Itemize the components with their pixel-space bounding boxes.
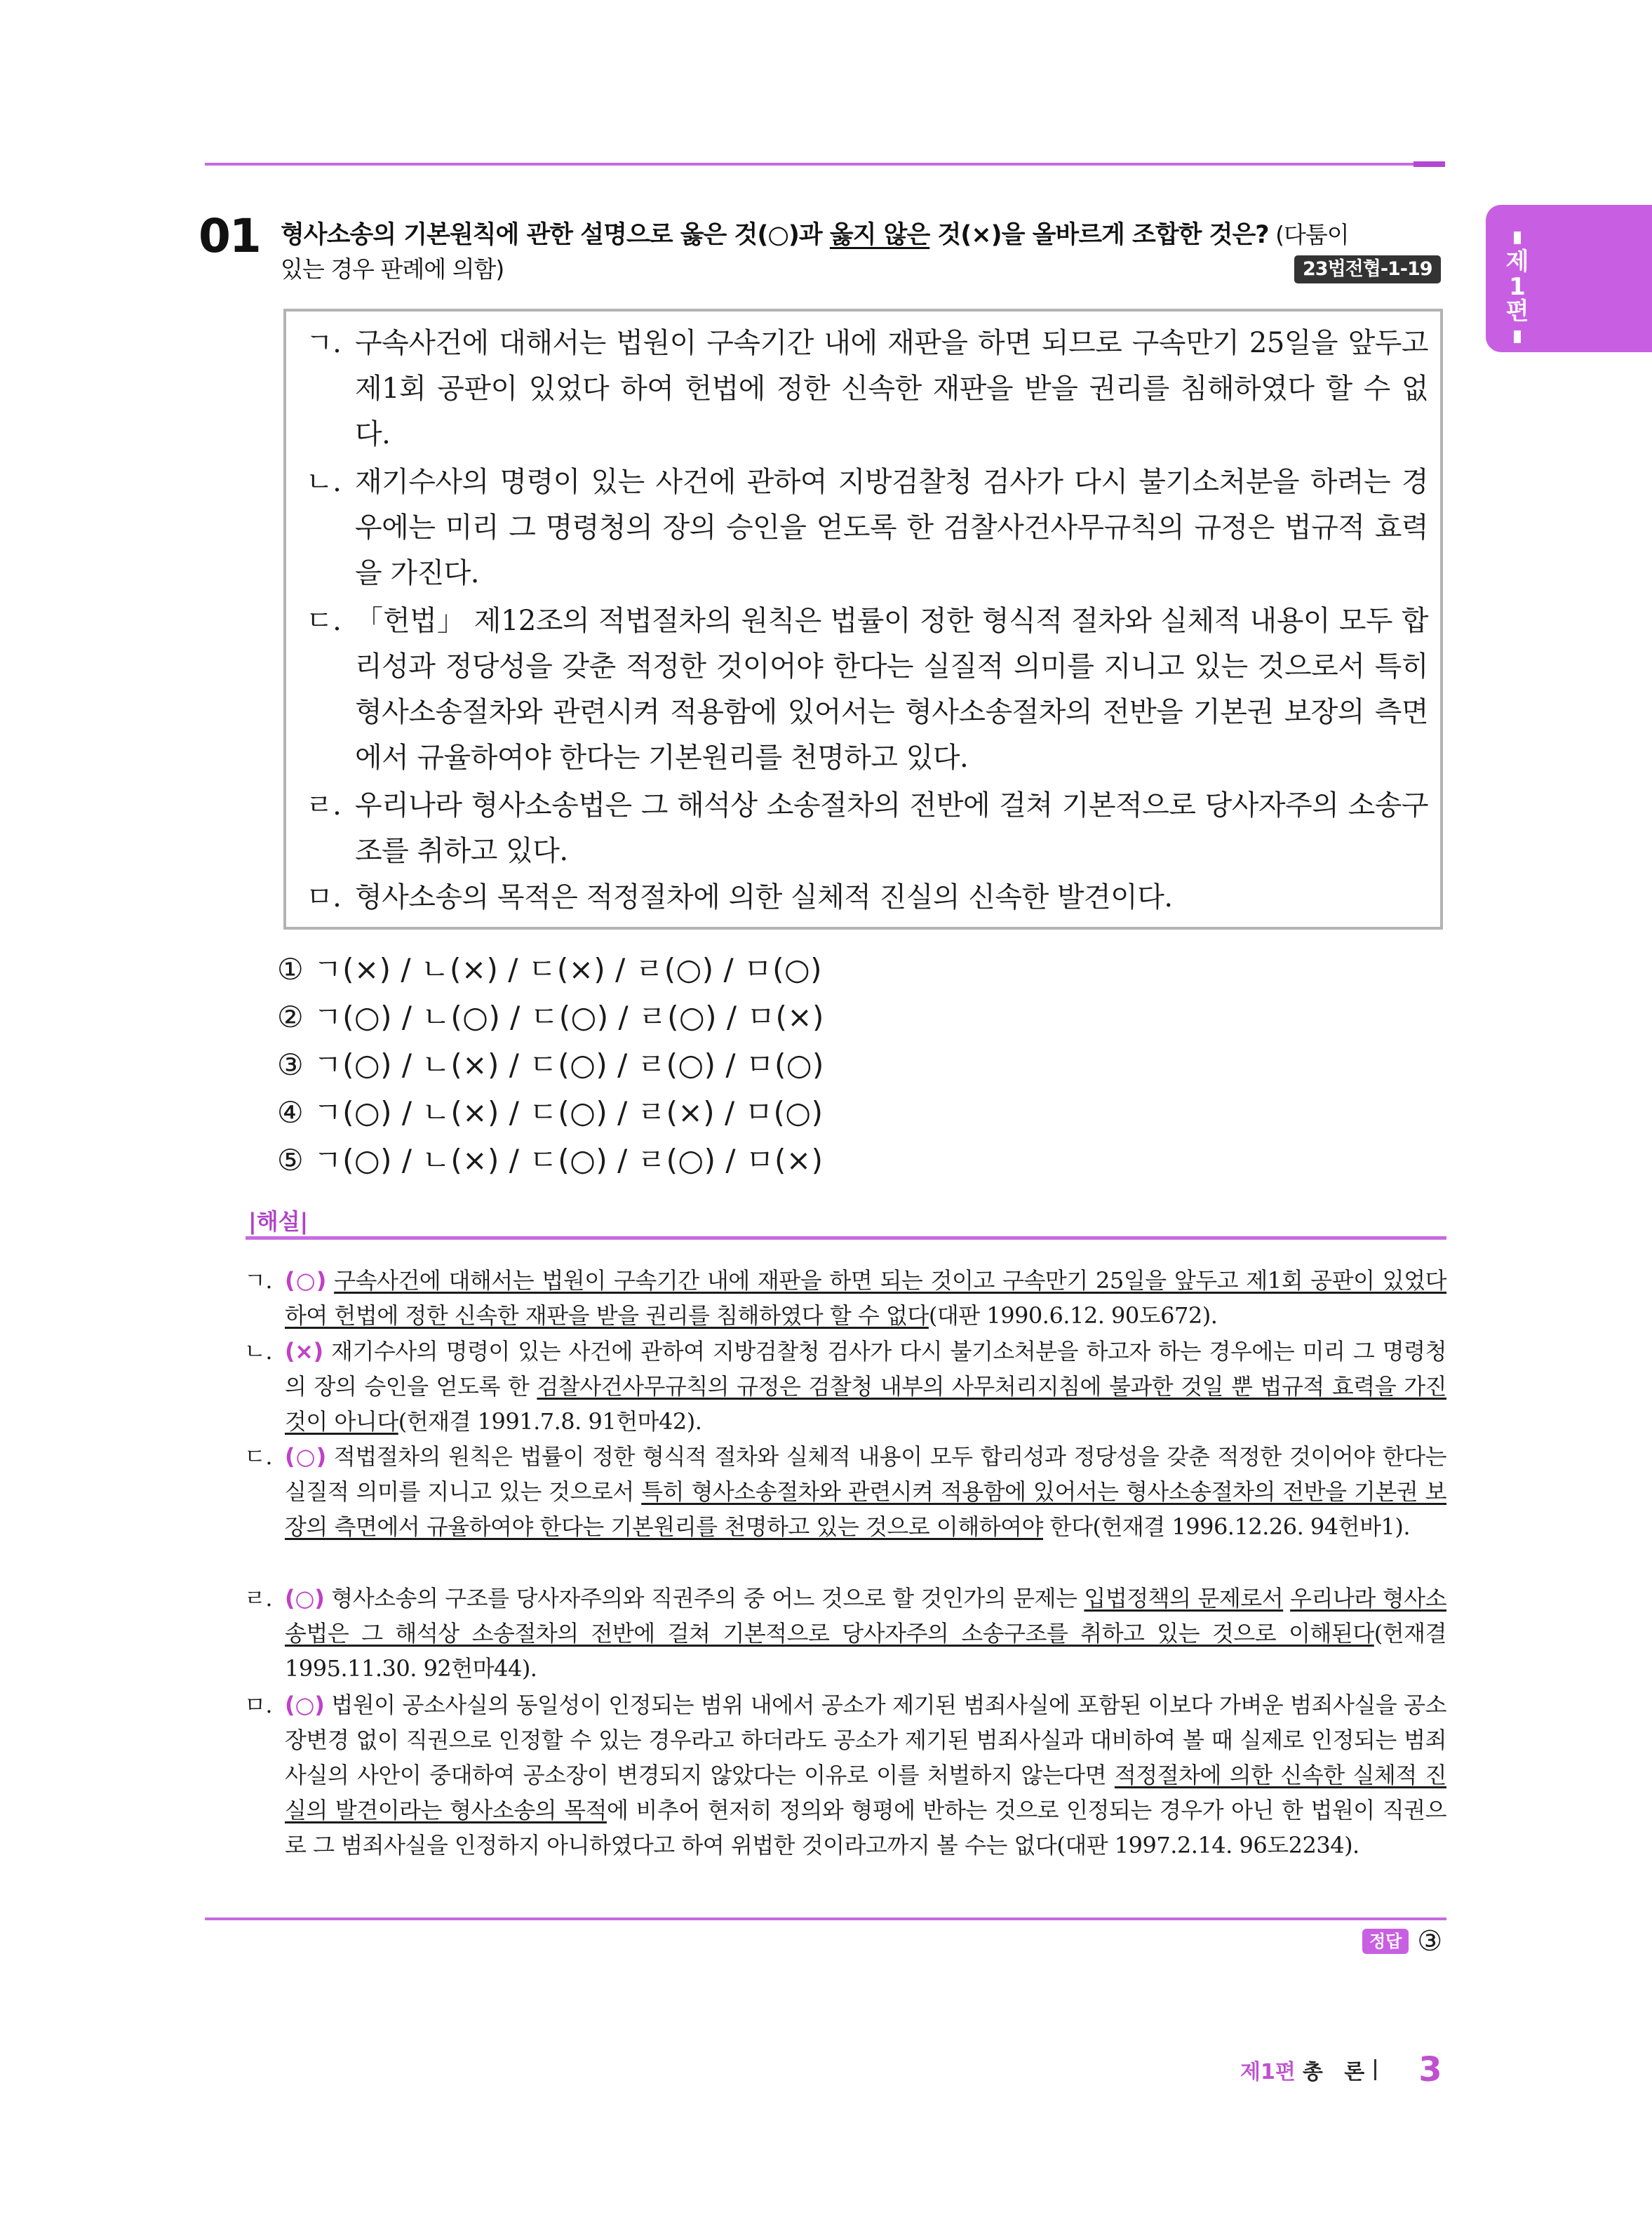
statement-marker: ㄱ. <box>306 327 342 359</box>
stem-note-b: 있는 경우 판례에 의함) <box>281 255 504 283</box>
top-rule <box>205 163 1445 166</box>
choice-4[interactable]: ④ ㄱ(○) / ㄴ(×) / ㄷ(○) / ㄹ(×) / ㅁ(○) <box>277 1095 824 1130</box>
answer-value: ③ <box>1417 1925 1443 1957</box>
explanation-item <box>244 1263 1446 1333</box>
stem-part-a: 형사소송의 기본원칙에 관한 설명으로 옳은 것(○)과 <box>281 221 830 249</box>
statement-item <box>306 598 1428 781</box>
explanation-segment: (대판 1990.6.12. 90도672). <box>928 1302 1218 1329</box>
statement-marker: ㄹ. <box>306 789 342 822</box>
explanation-segment <box>326 1267 334 1294</box>
ox-mark: (○) <box>285 1585 325 1612</box>
side-tab-pre: 제 <box>1505 248 1529 276</box>
statement-text: 「헌법」 제12조의 적법절차의 원칙은 법률이 정한 형식적 절차와 실체적 내용이 모두 합리성과 정당성을 갖춘 적정한 것이어야 한다는 실질적 의미를 지니고 있는 것으로서 특히 형사소송절차와 관련시켜 적용함에 있어서는 형사소송절차의 전반을 기본권 보장의 측면에서 규율하여야 한다는 기본원리를 천명하고 있다. <box>355 605 1428 774</box>
choice-3[interactable]: ③ ㄱ(○) / ㄴ(×) / ㄷ(○) / ㄹ(○) / ㅁ(○) <box>277 1047 824 1082</box>
explanation-text <box>285 1439 1446 1544</box>
explanation-item <box>244 1581 1446 1686</box>
statement-marker: ㄴ. <box>306 466 342 498</box>
explanation-item <box>244 1334 1446 1439</box>
statement-item <box>306 460 1428 596</box>
answer-badge: 정답 <box>1362 1929 1409 1954</box>
underlined-text: 우리나라 형사소송법은 그 해석상 소송절차의 전반에 걸쳐 기본적으로 당사자주의 소송구조를 취하고 있는 것으로 이해된다 <box>285 1585 1447 1647</box>
statement-item <box>306 321 1428 457</box>
explanation-title: |해설| <box>248 1208 309 1235</box>
source-badge: 23법전협-1-19 <box>1294 255 1441 283</box>
choice-1[interactable]: ① ㄱ(×) / ㄴ(×) / ㄷ(×) / ㄹ(○) / ㅁ(○) <box>277 952 822 986</box>
choice-2[interactable]: ② ㄱ(○) / ㄴ(○) / ㄷ(○) / ㄹ(○) / ㅁ(×) <box>277 1000 824 1034</box>
stem-note-a: (다툼이 <box>1268 221 1349 248</box>
statement-marker: ㄷ. <box>306 605 342 637</box>
top-rule-accent <box>1413 161 1445 167</box>
ox-mark: (○) <box>285 1267 326 1294</box>
explanation-segment <box>1283 1585 1290 1612</box>
statement-text: 우리나라 형사소송법은 그 해석상 소송절차의 전반에 걸쳐 기본적으로 당사자주의 소송구조를 취하고 있다. <box>355 789 1428 867</box>
explanation-segment: 적법절차의 원칙은 법률이 정한 형식적 절차와 실체적 내용이 모두 합리성과 정당성을 갖춘 적정한 것이어야 한다는 실질적 의미를 지니고 있는 것으로서 <box>285 1443 1446 1505</box>
footer-part: 제1편 <box>1240 2060 1296 2084</box>
statement-text: 형사소송의 목적은 적정절차에 의한 실체적 진실의 신속한 발견이다. <box>355 881 1173 913</box>
explanation-rule <box>246 1236 1446 1240</box>
page-number: 3 <box>1418 2050 1442 2089</box>
part-side-tab-label <box>1503 226 1531 349</box>
answer <box>1362 1925 1442 1957</box>
ox-mark: (○) <box>285 1692 325 1718</box>
explanation-segment: 법원이 공소사실의 동일성이 인정되는 범위 내에서 공소가 제기된 범죄사실에 포함된 이보다 가벼운 범죄사실을 공소장변경 없이 직권으로 인정할 수 있는 경우라고 하더라도 공소가 제기된 범죄사실과 대비하여 볼 때 실제로 인정되는 범죄사실의 사안이 중대하여 공소장이 변경되지 않았다는 이유로 이를 처벌하지 않는다면 <box>285 1692 1447 1788</box>
underlined-text: 검찰사건사무규칙의 규정은 검찰청 내부의 사무처리지침에 불과한 것일 뿐 법규적 효력을 가진 것이 아니다 <box>285 1373 1446 1435</box>
explanation-segment: 재기수사의 명령이 있는 사건에 관하여 지방검찰청 검사가 다시 불기소처분을 하고자 하는 경우에는 미리 그 명령청의 장의 승인을 얻도록 한 <box>285 1338 1446 1400</box>
underlined-text: 특히 형사소송절차와 관련시켜 적용함에 있어서는 형사소송절차의 전반을 기본권 보장의 측면에서 규율하여야 한다는 기본원리를 천명하고 있는 것으로 이해하여야 <box>285 1478 1446 1540</box>
explanation-marker: ㄴ. <box>244 1338 273 1365</box>
statement-item <box>306 783 1428 874</box>
explanation-marker: ㄷ. <box>244 1443 273 1470</box>
statement-text: 재기수사의 명령이 있는 사건에 관하여 지방검찰청 검사가 다시 불기소처분을 하려는 경우에는 미리 그 명령청의 장의 승인을 얻도록 한 검찰사건사무규칙의 규정은 법규적 효력을 가진다. <box>355 466 1428 589</box>
question-stem <box>281 216 1445 254</box>
underlined-text: 입법정책의 문제로서 <box>1084 1585 1284 1612</box>
page-footer <box>1240 2050 1442 2089</box>
answer-choices <box>277 946 824 1184</box>
footer-separator <box>1374 2059 1376 2080</box>
side-tab-num: 1 <box>1509 272 1526 301</box>
explanation-segment: 한다(헌재결 1996.12.26. 94헌바1). <box>1042 1513 1410 1540</box>
ox-mark: (×) <box>285 1338 323 1365</box>
statement-text: 구속사건에 대해서는 법원이 구속기간 내에 재판을 하면 되므로 구속만기 25일을 앞두고 제1회 공판이 있었다 하여 헌법에 정한 신속한 재판을 받을 권리를 침해하였다 할 수 없다. <box>355 327 1428 450</box>
bottom-rule <box>205 1917 1446 1920</box>
explanation-marker: ㄱ. <box>244 1267 273 1294</box>
side-tab-post: 편 <box>1505 297 1529 326</box>
stem-part-b: 것(×)을 올바르게 조합한 것은? <box>929 221 1269 249</box>
underlined-text: 적정절차에 의한 신속한 실체적 진실의 발견이라는 형사소송의 목적 <box>285 1762 1446 1823</box>
explanation-segment: 형사소송의 구조를 당사자주의와 직권주의 중 어느 것으로 할 것인가의 문제는 <box>324 1585 1084 1612</box>
stem-underlined: 옳지 않은 <box>829 221 930 249</box>
choice-5[interactable]: ⑤ ㄱ(○) / ㄴ(×) / ㄷ(○) / ㄹ(○) / ㅁ(×) <box>277 1143 824 1177</box>
underlined-text: 구속사건에 대해서는 법원이 구속기간 내에 재판을 하면 되는 것이고 구속만기 25일을 앞두고 제1회 공판이 있었다 하여 헌법에 정한 신속한 재판을 받을 권리를 침해하였다 할 수 없다 <box>285 1267 1447 1329</box>
explanation-item <box>244 1439 1446 1544</box>
explanation-text <box>285 1334 1446 1439</box>
statement-item <box>306 875 1428 921</box>
explanation-item <box>244 1687 1446 1863</box>
explanation-text <box>285 1263 1446 1333</box>
explanation-text <box>285 1687 1446 1863</box>
explanation-segment: 에 비추어 현저히 정의와 형평에 반하는 것으로 인정되는 경우가 아닌 한 법원이 직권으로 그 범죄사실을 인정하지 아니하였다고 하여 위법한 것이라고까지 볼 수는 없다(대판 1997.2.14. 96도2234). <box>285 1797 1446 1859</box>
explanation-segment: (헌재결 1995.11.30. 92헌마44). <box>285 1620 1446 1682</box>
footer-chapter: 총 론 <box>1302 2060 1372 2084</box>
question-number: 01 <box>199 209 260 263</box>
explanation-marker: ㅁ. <box>244 1692 273 1718</box>
explanation-text <box>285 1581 1446 1686</box>
explanation-marker: ㄹ. <box>244 1585 273 1612</box>
statement-marker: ㅁ. <box>306 881 342 913</box>
ox-mark: (○) <box>285 1443 326 1470</box>
explanation-segment: (헌재결 1991.7.8. 91헌마42). <box>398 1408 702 1435</box>
